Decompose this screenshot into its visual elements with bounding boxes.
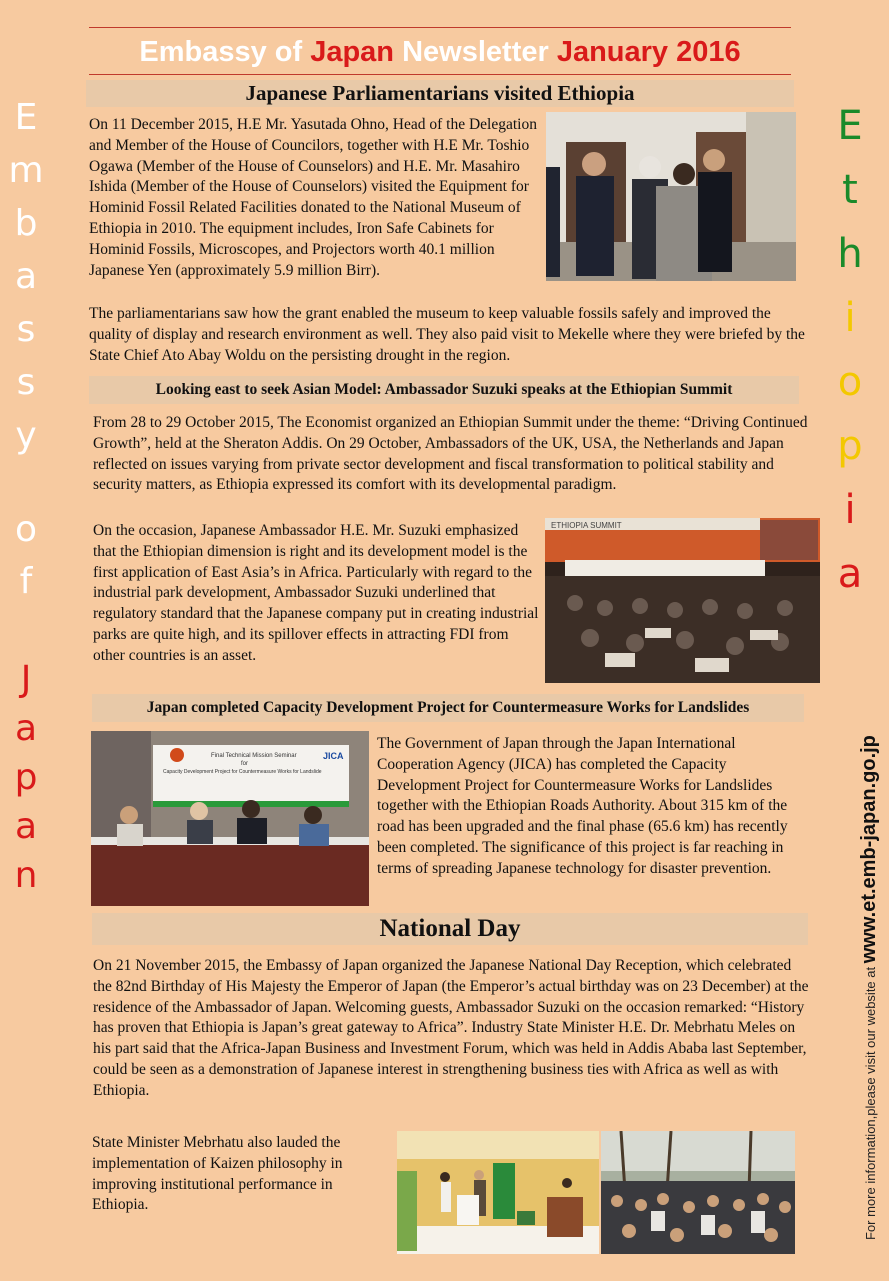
letter: i	[844, 487, 856, 533]
letter: o	[14, 509, 38, 550]
left-vertical-embassy	[0, 97, 52, 471]
letter: p	[837, 423, 863, 469]
letter: o	[837, 359, 863, 405]
left-vertical-of	[0, 509, 52, 616]
summit-banner-text: ETHIOPIA SUMMIT	[551, 521, 622, 530]
seminar-banner-line2: for	[241, 761, 249, 767]
section2-heading-text: Looking east to seek Asian Model: Ambassador Suzuki speaks at the Ethiopian Summit	[155, 381, 733, 398]
top-rule	[89, 27, 791, 28]
letter: a	[14, 708, 38, 749]
letter: a	[837, 551, 863, 597]
website-url[interactable]: www.et.emb-japan.go.jp	[858, 735, 880, 964]
title-japan: Japan	[310, 36, 395, 68]
letter: f	[19, 561, 33, 602]
section3-heading-text: Japan completed Capacity Development Project for Countermeasure Works for Landslides	[146, 699, 750, 716]
letter: E	[837, 103, 863, 149]
letter: n	[14, 855, 38, 896]
section4-paragraph1: On 21 November 2015, the Embassy of Japan organized the Japanese National Day Reception, which celebrated the 82nd Birthday of His Majesty the Emperor of Japan (the Emperor’s actual birthday was on 23 December) at the residence of the Ambassador of Japan. Welcoming guests, Ambassador Suzuki on the occasion remarked: “History has proven that Ethiopia is Japan’s great gateway to Africa”. Industry State Minister H.E. Dr. Mebrhatu Meles on his part said that the Africa-Japan Business and Investment Forum, which was held in Addis Ababa last September, could be seen as a demonstration of Japanese interest in strengthening business ties with Africa as well as with Ethiopia.	[93, 957, 809, 1099]
letter: s	[16, 362, 36, 403]
reception-photo-left	[397, 1131, 599, 1254]
section2-heading	[89, 376, 799, 404]
jica-logo: JICA	[323, 751, 344, 761]
right-vertical-ethiopia	[822, 103, 878, 618]
section1-paragraph1: On 11 December 2015, H.E Mr. Yasutada Ohno, Head of the Delegation and Member of the House of Councilors, together with H.E Mr. Toshio Ogawa (Member of the House of Counselors) and H.E. Mr. Masahiro Ishida (Member of the House of Counselors) visited the Equipment for Hominid Fossil Related Facilities donated to the National Museum of Ethiopia in 2010. The equipment includes, Iron Safe Cabinets for Hominid Fossils, Microscopes, and Projectors worth 40.1 million Japanese Yen (approximately 5.9 million Birr).	[89, 116, 537, 279]
section3-paragraph: The Government of Japan through the Japan International Cooperation Agency (JICA) has completed the Capacity Development Project for Countermeasure Works for Landslides together with the Ethiopian Roads Authority. About 315 km of the road has been upgraded and the final phase (65.6 km) has recently been completed. The significance of this project is far reaching in terms of spreading Japanese technology for disaster prevention.	[377, 735, 788, 877]
section4-paragraph2: State Minister Mebrhatu also lauded the implementation of Kaizen philosophy in improving institutional performance in Ethiopia.	[92, 1134, 343, 1214]
summit-photo	[545, 518, 820, 683]
section3-heading	[92, 694, 804, 722]
section2-paragraph1: From 28 to 29 October 2015, The Economist organized an Ethiopian Summit under the theme: “Driving Continued Growth”, held at the Sheraton Addis. On 29 October, Ambassadors of the UK, USA, the Netherlands and Japan reflected on issues varying from private sector development and fiscal transformation to political stability and security matters, as Ethiopia expressed its comfort with its developmental paradigm.	[93, 414, 808, 494]
seminar-banner-line3: Capacity Development Project for Countermeasure Works for Landslide	[163, 769, 322, 775]
letter: h	[837, 231, 863, 277]
newsletter-title	[89, 31, 791, 73]
letter: i	[844, 295, 856, 341]
reception-photo-right	[601, 1131, 795, 1254]
website-note	[858, 735, 881, 1240]
website-note-text: For more information,please visit our website at	[863, 963, 878, 1240]
section2-paragraph2: On the occasion, Japanese Ambassador H.E. Mr. Suzuki emphasized that the Ethiopian dimension is right and its development model is the first application of East Asia’s in Africa. Particularly with regard to the industrial park development, Ambassador Suzuki underlined that regulatory standard that the Japanese company put in creating industrial parks are quite high, and its spillover effects in attracting FDI from other countries is an asset.	[93, 522, 539, 664]
letter: s	[16, 309, 36, 350]
letter: p	[14, 757, 38, 798]
seminar-banner-line1: Final Technical Mission Seminar	[211, 753, 297, 759]
section4-heading-text: National Day	[379, 915, 521, 942]
letter: m	[8, 150, 44, 191]
section1-paragraph2: The parliamentarians saw how the grant enabled the museum to keep valuable fossils safely and improved the quality of display and research environment as well. They also paid visit to Mekelle where they were briefed by the State Chief Ato Abay Woldu on the persisting drought in the region.	[89, 305, 805, 364]
title-date: January 2016	[556, 36, 741, 68]
letter: E	[14, 97, 38, 138]
letter: a	[14, 806, 38, 847]
museum-visit-photo	[546, 112, 796, 281]
title-newsletter: Newsletter	[394, 36, 557, 68]
title-embassy-of: Embassy of	[139, 36, 311, 68]
title-bottom-rule	[89, 74, 791, 75]
letter: J	[20, 659, 32, 700]
section1-heading-text: Japanese Parliamentarians visited Ethiopia	[245, 81, 635, 105]
section1-heading	[86, 80, 794, 107]
seminar-photo	[91, 731, 369, 906]
letter: y	[15, 415, 37, 456]
letter: b	[14, 203, 38, 244]
letter: t	[842, 167, 858, 213]
letter: a	[14, 256, 38, 297]
left-vertical-japan	[0, 659, 52, 907]
section4-heading	[92, 913, 808, 945]
